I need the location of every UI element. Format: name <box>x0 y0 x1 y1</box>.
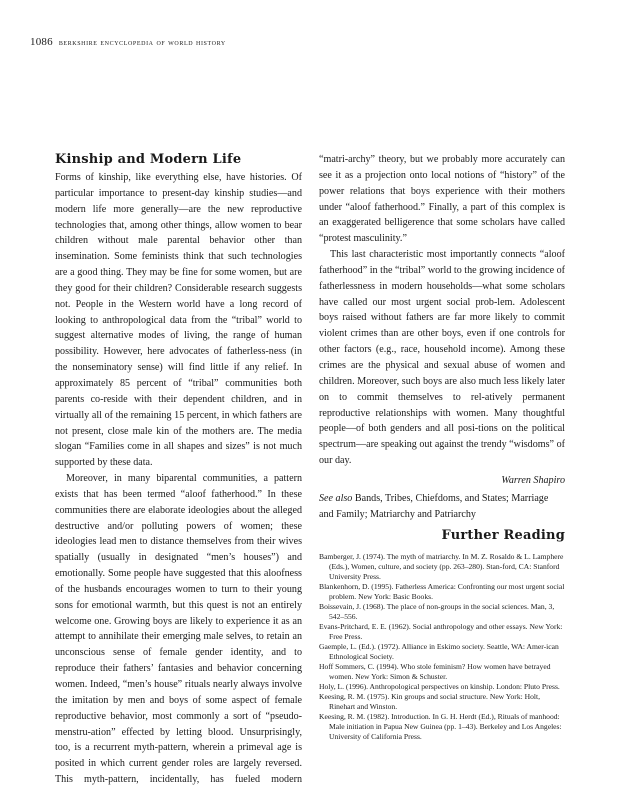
left-column <box>55 152 302 788</box>
reference-item: Keesing, R. M. (1975). Kin groups and social structure. New York: Holt, Rinehart and Winston. <box>319 692 541 712</box>
section-heading-kinship: Kinship and Modern Life <box>55 152 242 167</box>
right-column-flow <box>319 152 565 247</box>
page-number: 1086 <box>30 36 53 48</box>
paragraph-2-continued: “matri-archy” theory, but we probably more accurately can see it as a projection onto local notions of “history” of the power relations that boys experience with their mothers under “aloof fatherhood.” Finally, a part of this complex is an exaggerated belligerence that some scholars have called “protest masculinity.” <box>319 154 565 245</box>
see-also-entries: Bands, Tribes, Chiefdoms, and States; Marriage and Family; Matriarchy and Patriarchy <box>319 492 549 520</box>
author-attribution: Warren Shapiro <box>501 474 565 486</box>
reference-item: Boissevain, J. (1968). The place of non-groups in the social sciences. Man, 3, 542–556. <box>319 602 555 622</box>
paragraph-3: This last characteristic most importantly connects “aloof fatherhood” in the “tribal” world to the growing incidence of fatherlessness in modern households—what some scholars have called our most urgent social prob-lem. Adolescent boys raised without fathers are far more likely to commit violent crimes than are other boys, even if one controls for other factors (e.g., race, household income). Among these crimes are the physical and sexual abuse of women and children. Moreover, such boys are also much less likely later on to commit themselves to rel-atively permanent reproductive relationships with women. Many thoughtful people—of both genders and all posi-tions on the political spectrum—are speaking out against the trendy “wisdoms” of our day. <box>319 249 565 467</box>
reference-list <box>319 552 565 742</box>
reference-item: Holy, L. (1996). Anthropological perspectives on kinship. London: Pluto Press. <box>319 682 560 692</box>
see-also-lead: See also <box>319 492 353 504</box>
paragraph-1: Forms of kinship, like everything else, have histories. Of particular importance to present-day kinship studies—and modern life more generally—are the new reproductive technologies that, among other things, allow women to bear children without male parental behavior other than insemination. Some feminists think that such technologies are a good thing. They may be fine for some women, but are they good for their children? Considerable research suggests not. People in the Western world have a long record of looking to anthropological data from the “tribal” world to suggest alternative modes of living, the range of human possibility. However, here advocates of fatherless-ness (in the nonseminatory sense) will find little if any relief. In approximately 85 percent of “tribal” communities both parents co-reside with their dependent children, and in virtually all of the remaining 15 percent, in which fathers are not present, close male kin of the mothers are. The media slogan “Families come in all shapes and sizes” is not much supported by these data. <box>55 172 302 469</box>
reference-item: Bamberger, J. (1974). The myth of matriarchy. In M. Z. Rosaldo & L. Lamphere (Eds.), Women, culture, and society (pp. 263–280). Stan-ford, CA: Stanford University Press. <box>319 552 564 582</box>
reference-item: Evans-Pritchard, E. E. (1962). Social anthropology and other essays. New York: Free Press. <box>319 622 563 642</box>
section-heading-further-reading: Further Reading <box>441 528 565 544</box>
see-also <box>319 491 565 523</box>
book-title: berkshire encyclopedia of world history <box>58 37 226 47</box>
reference-item: Blankenhorn, D. (1995). Fatherless America: Confronting our most urgent social problem. New York: Basic Books. <box>319 582 565 602</box>
paragraph-2-text: Moreover, in many biparental communities, a pattern exists that has been termed “aloof fatherhood.” In these communities there are elaborate ideologies about the alleged destructive and/or polluting powers of women; these ideologies lead men to distance themselves from their wives spatially (usually in designated “men’s houses”) and emotionally. Some people have suggested that this aloofness of the husbands encourages women to turn to their young sons for emotional warmth, but this quest is not an entirely welcome one. Growing boys are likely to experience it as an attempt to annihilate their emerging male selves, to retain an unconscious sense of female gender identity, and to reproduce their fathers’ fantasies and behavior concerning women. Indeed, “men’s house” rituals nearly always involve the imitation by men and boys of some aspect of female reproductive behavior, most commonly a sort of “pseudo-menstru-ation” effected by letting blood. Unsurprisingly, too, is a recurrent myth-pattern, wherein a primeval age is posited in which current gender roles are largely reversed. This myth-pattern, incidentally, has fueled modern <box>55 473 302 786</box>
right-column <box>319 152 565 742</box>
reference-item: Hoff Sommers, C. (1994). Who stole feminism? How women have betrayed women. New York: Simon & Schuster. <box>319 662 551 682</box>
reference-item: Keesing, R. M. (1982). Introduction. In G. H. Herdt (Ed.), Rituals of manhood: Male initiation in Papua New Guinea (pp. 1–43). Berkeley and Los Angeles: University of California Press. <box>319 712 562 742</box>
paragraph-2 <box>55 471 302 788</box>
running-head <box>30 36 226 48</box>
reference-item: Gaemple, L. (Ed.). (1972). Alliance in Eskimo society. Seattle, WA: Amer-ican Ethnological Society. <box>319 642 559 662</box>
